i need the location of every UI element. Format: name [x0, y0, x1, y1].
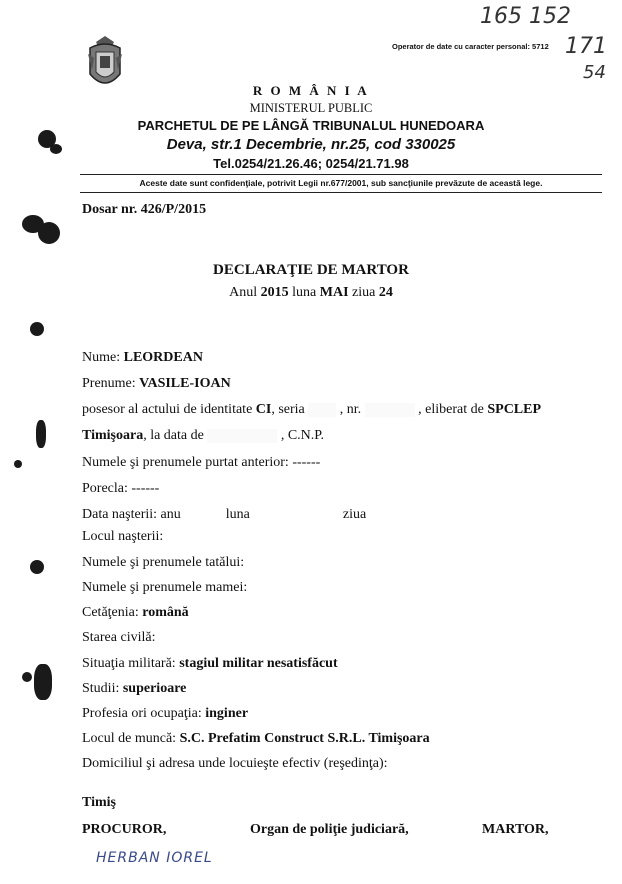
header-divider — [80, 174, 602, 175]
field-judet: Timiş — [82, 795, 116, 810]
handwritten-annotation-2: 54 — [583, 62, 606, 83]
document-date — [0, 285, 622, 301]
field-cetatenia: Cetăţenia: română — [82, 605, 189, 620]
redacted-series — [308, 403, 336, 417]
procuror-signature: HERBAN IOREL — [96, 850, 213, 866]
field-porecla: Porecla: ------ — [82, 481, 160, 496]
field-locul-nasterii: Locul naşterii: — [82, 529, 164, 544]
handwritten-page-numbers: 165 152 — [480, 4, 571, 29]
month-value: MAI — [319, 285, 349, 300]
punch-hole-mark — [34, 664, 52, 700]
police-organ-label: Organ de poliţie judiciară, — [250, 822, 409, 837]
field-nume-anterior: Numele şi prenumele purtat anterior: ------ — [82, 455, 321, 470]
office-heading: PARCHETUL DE PE LÂNGĂ TRIBUNALUL HUNEDOARA — [137, 118, 485, 133]
field-id-date: Timişoara, la data de , C.N.P. — [82, 428, 325, 443]
nume-value: LEORDEAN — [123, 350, 203, 365]
punch-hole-mark — [22, 672, 32, 682]
field-id-document: posesor al actului de identitate CI, seria , nr. , eliberat de SPCLEP — [82, 402, 542, 417]
field-tatal: Numele şi prenumele tatălui: — [82, 555, 245, 570]
header-divider-2 — [80, 192, 602, 193]
field-nume: Nume: LEORDEAN — [82, 350, 203, 365]
redacted-number — [365, 403, 415, 417]
redacted-date — [207, 429, 277, 443]
punch-hole-mark — [50, 144, 62, 154]
case-number: Dosar nr. 426/P/2015 — [82, 202, 207, 217]
document-title: DECLARAŢIE DE MARTOR — [213, 262, 409, 278]
day-value: 24 — [378, 285, 393, 300]
country-heading: R O M Â N I A — [252, 83, 370, 98]
field-studii: Studii: superioare — [82, 681, 187, 696]
year-label: Anul — [229, 285, 258, 300]
martor-label: MARTOR, — [482, 822, 549, 837]
field-data-nasterii: Data naşterii: anu luna ziua — [82, 507, 367, 522]
punch-hole-mark — [14, 460, 22, 468]
confidentiality-notice: Aceste date sunt confidenţiale, potrivit Legii nr.677/2001, sub sancţiunile prevăzute de această lege. — [139, 178, 543, 188]
year-value: 2015 — [260, 285, 289, 300]
office-address: Deva, str.1 Decembrie, nr.25, cod 330025 — [166, 136, 456, 153]
office-phone: Tel.0254/21.26.46; 0254/21.71.98 — [213, 156, 409, 171]
ministry-heading: MINISTERUL PUBLIC — [249, 101, 373, 115]
punch-hole-mark — [36, 420, 46, 448]
field-starea-civila: Starea civilă: — [82, 630, 156, 645]
field-domiciliul: Domiciliul şi adresa unde locuieşte efectiv (reşedinţa): — [82, 756, 388, 771]
handwritten-annotation: 171 — [565, 34, 607, 59]
procuror-label: PROCUROR, — [82, 822, 167, 837]
field-profesia: Profesia ori ocupaţia: inginer — [82, 706, 249, 721]
month-label: luna — [292, 285, 317, 300]
data-operator-note: Operator de date cu caracter personal: 5712 — [392, 42, 549, 51]
field-prenume: Prenume: VASILE-IOAN — [82, 376, 231, 391]
field-mamei: Numele şi prenumele mamei: — [82, 580, 248, 595]
punch-hole-mark — [38, 222, 60, 244]
field-situatia-militara: Situaţia militară: stagiul militar nesatisfăcut — [82, 656, 338, 671]
prenume-value: VASILE-IOAN — [139, 376, 231, 391]
punch-hole-mark — [30, 560, 44, 574]
field-locul-munca: Locul de muncă: S.C. Prefatim Construct S.R.L. Timişoara — [82, 731, 430, 746]
day-label: ziua — [352, 285, 376, 300]
punch-hole-mark — [30, 322, 44, 336]
